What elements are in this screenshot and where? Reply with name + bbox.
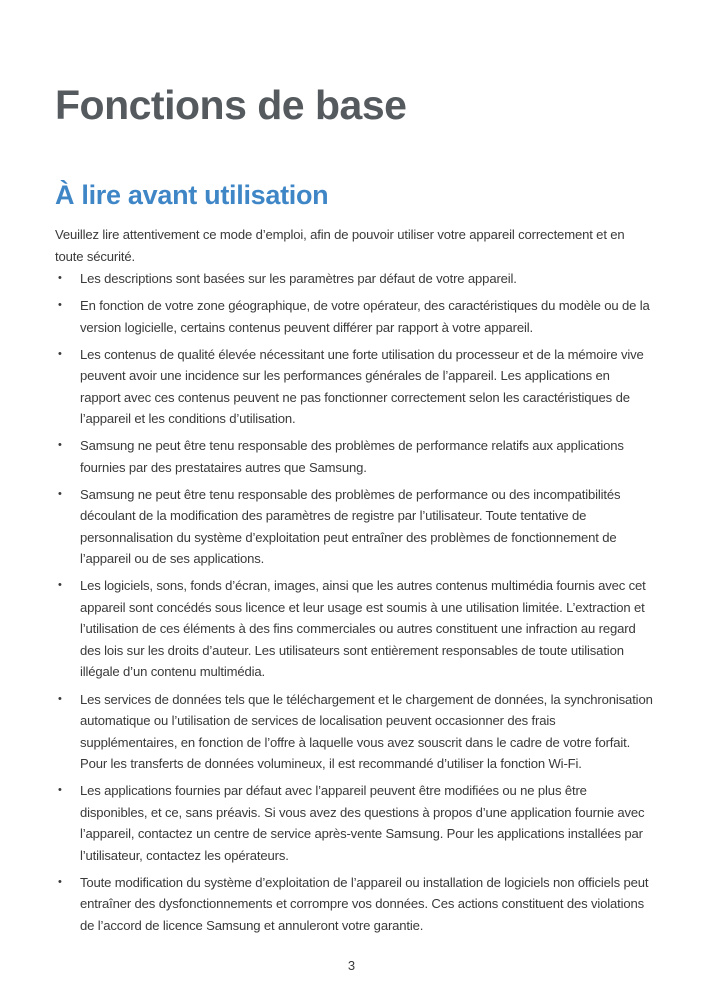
list-item-text: Samsung ne peut être tenu responsable des problèmes de performance ou des incompatibilités découlant de la modification des paramètres de registre par l’utilisateur. Toute tentative de personnalisation du système d’exploitation peut entraîner des problèmes de fonctionnement de l’appareil ou de ses applications.	[80, 486, 621, 567]
list-item-text: Les logiciels, sons, fonds d’écran, images, ainsi que les autres contenus multimédia fournis avec cet appareil sont concédés sous licence et leur usage est soumis à une utilisation limitée. L’extraction et l’utilisation de ces éléments à des fins commerciales ou autres constituent une infraction au regard des lois sur les droits d’auteur. Les utilisateurs sont entièrement responsables de toute utilisation illégale d’un contenu multimédia.	[80, 578, 646, 680]
chapter-title: Fonctions de base	[55, 82, 407, 128]
list-item-text: Les contenus de qualité élevée nécessitant une forte utilisation du processeur et de la mémoire vive peuvent avoir une incidence sur les performances générales de l’appareil. Les applications en rapport avec ces contenus peuvent ne pas fonctionner correctement selon les caractéristiques de l’appareil et les conditions d’utilisation.	[80, 346, 644, 427]
list-item	[55, 295, 653, 338]
list-item-text: Les descriptions sont basées sur les paramètres par défaut de votre appareil.	[80, 271, 517, 286]
bullet-list	[55, 268, 653, 942]
bullet-icon: •	[58, 579, 62, 592]
page-number: 3	[347, 958, 356, 973]
bullet-icon: •	[58, 487, 62, 500]
bullet-icon: •	[58, 299, 62, 312]
intro-paragraph: Veuillez lire attentivement ce mode d’emploi, afin de pouvoir utiliser votre appareil correctement et en toute sécurité.	[55, 227, 625, 264]
list-item-text: Samsung ne peut être tenu responsable des problèmes de performance relatifs aux applications fournies par des prestataires autres que Samsung.	[80, 438, 624, 475]
list-item-text: Les applications fournies par défaut avec l’appareil peuvent être modifiées ou ne plus être disponibles, et ce, sans préavis. Si vous avez des questions à propos d’une application fournie avec l’appareil, contactez un centre de service après-vente Samsung. Pour les applications installées par l’utilisateur, contactez les opérateurs.	[80, 783, 645, 863]
list-item	[55, 575, 653, 683]
bullet-icon: •	[58, 272, 62, 284]
bullet-icon: •	[58, 439, 62, 452]
list-item	[55, 689, 653, 775]
list-item	[55, 484, 653, 570]
list-item	[55, 780, 653, 866]
list-item	[55, 344, 653, 430]
bullet-icon: •	[58, 875, 62, 888]
bullet-icon: •	[58, 784, 62, 797]
bullet-icon: •	[58, 692, 62, 705]
list-item	[55, 872, 653, 937]
section-title: À lire avant utilisation	[55, 180, 329, 210]
bullet-icon: •	[58, 347, 62, 360]
list-item-text: En fonction de votre zone géographique, de votre opérateur, des caractéristiques du modèle ou de la version logicielle, certains contenus peuvent différer par rapport à votre appareil.	[80, 298, 650, 335]
list-item	[55, 435, 653, 478]
list-item	[55, 268, 653, 290]
list-item-text: Toute modification du système d’exploitation de l’appareil ou installation de logiciels non officiels peut entraîner des dysfonctionnements et corrompre vos données. Ces actions constituent des violations de l’accord de licence Samsung et annuleront votre garantie.	[80, 874, 649, 933]
list-item-text: Les services de données tels que le téléchargement et le chargement de données, la synchronisation automatique ou l’utilisation de services de localisation peuvent occasionner des frais supplémentaires, en fonction de l’offre à laquelle vous avez souscrit dans le cadre de votre forfait. Pour les transferts de données volumineux, il est recommandé d’utiliser la fonction Wi-Fi.	[80, 691, 653, 772]
